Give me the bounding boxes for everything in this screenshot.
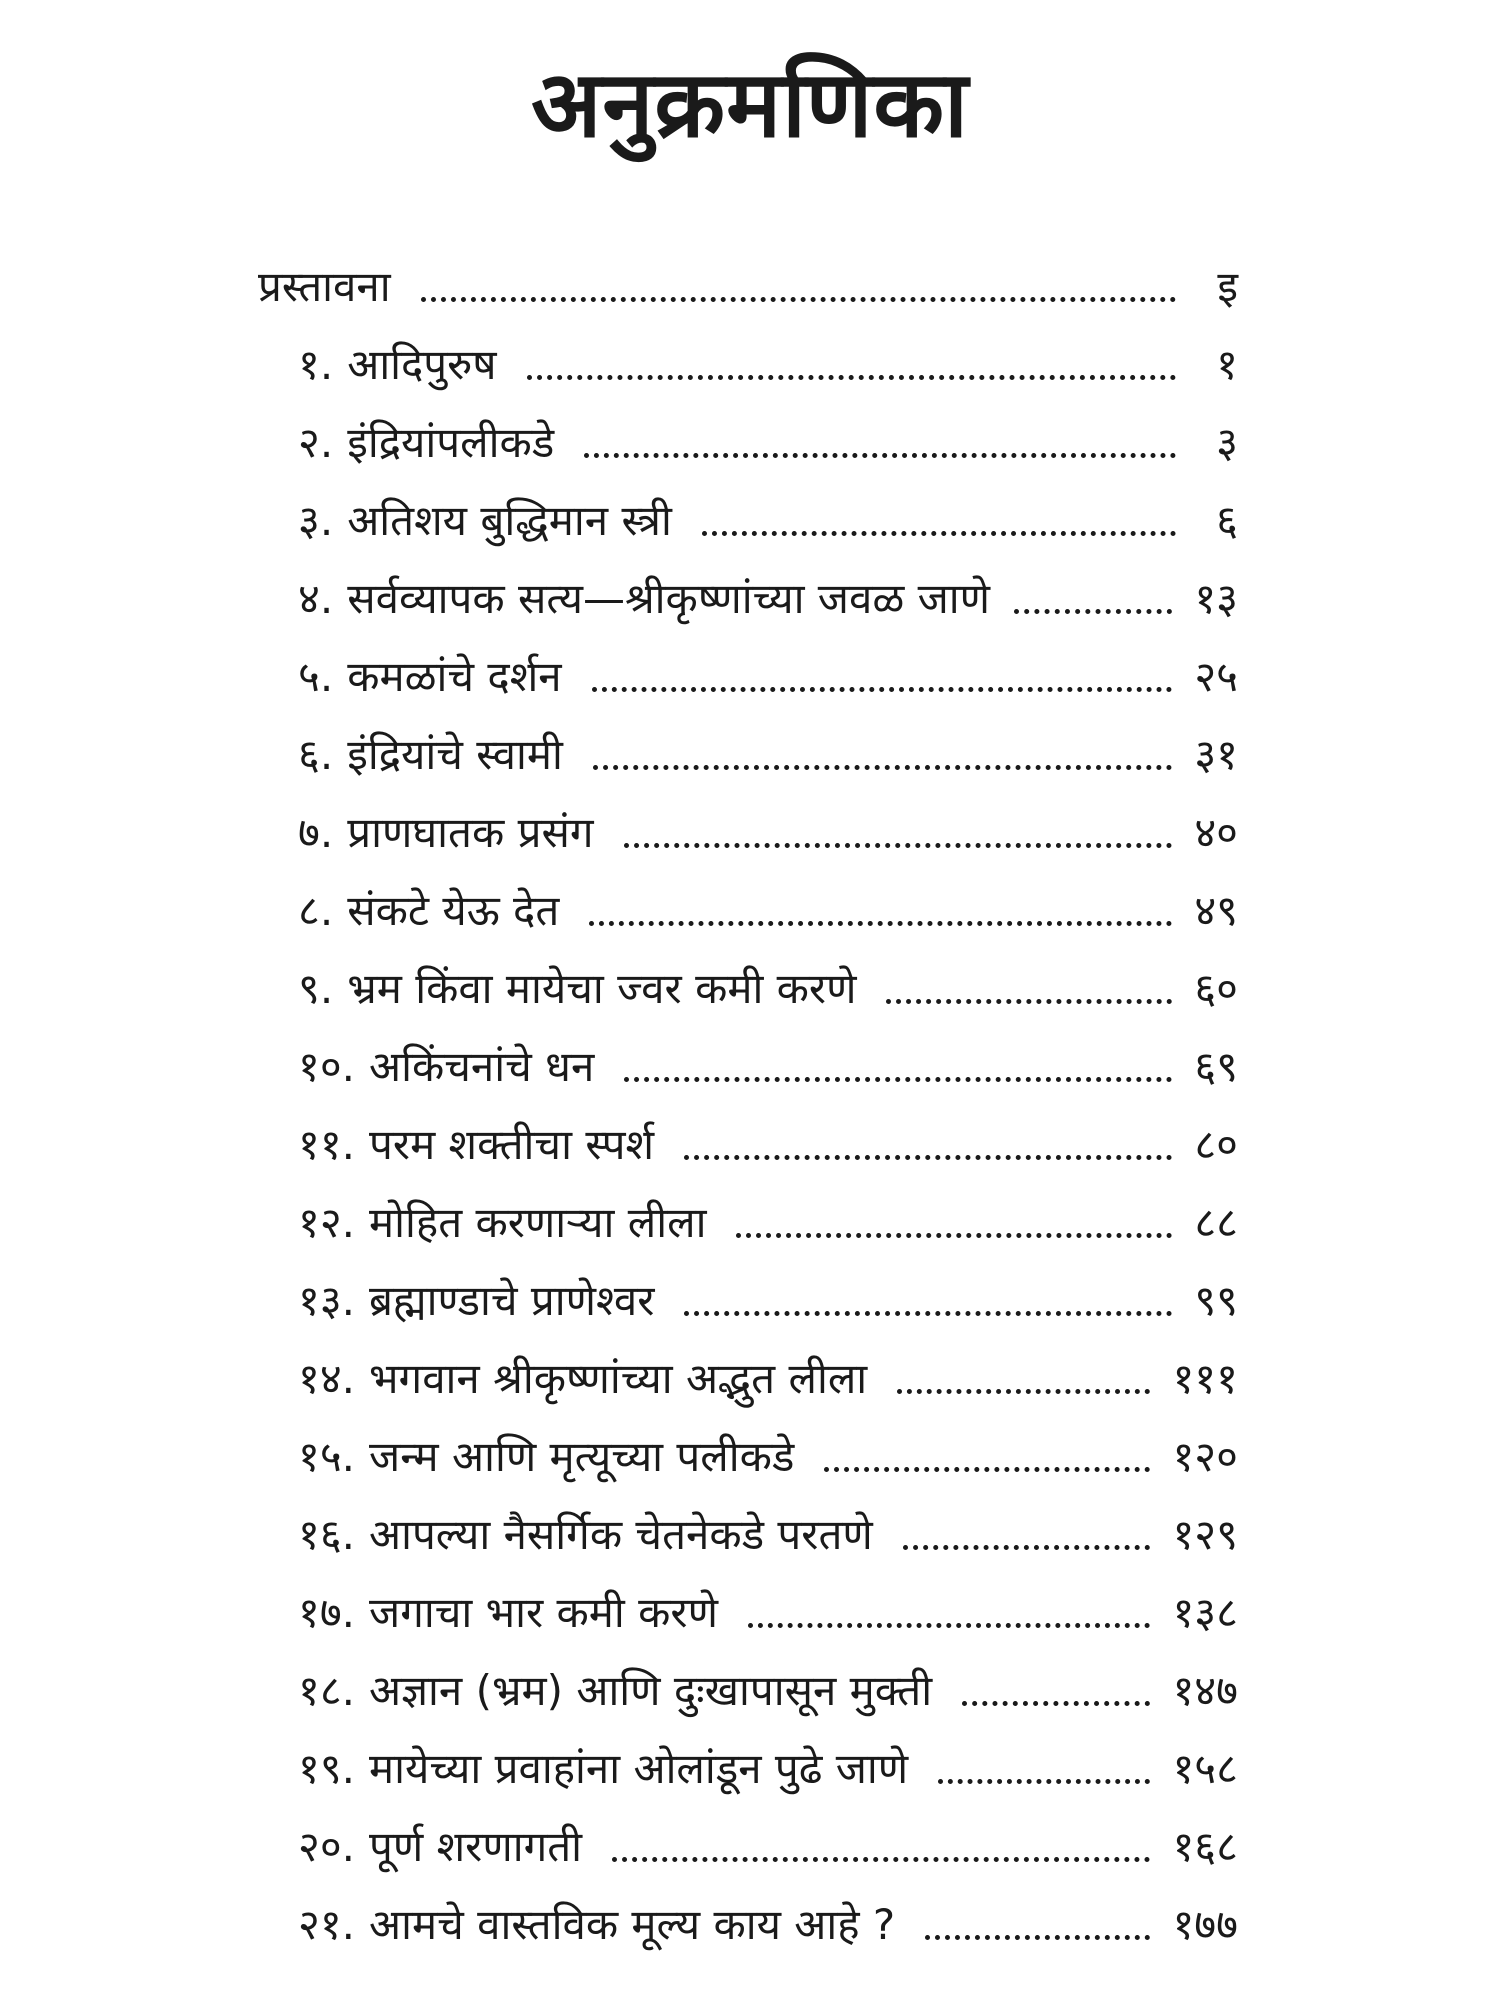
toc-entry [298,1496,1238,1559]
dot-leader [584,453,1176,458]
toc-entry [298,1106,1238,1169]
toc-entry [298,794,1238,857]
toc-entry-label: मायेच्या प्रवाहांना ओलांडून पुढे जाणे [369,1744,909,1793]
toc-entry-number: १६. [298,1510,356,1559]
toc-entry-label: आपल्या नैसर्गिक चेतनेकडे परतणे [369,1510,873,1559]
toc-entry-page: ८० [1194,1120,1238,1169]
toc-entry-label: अकिंचनांचे धन [369,1042,595,1091]
dot-leader [684,1155,1172,1160]
dot-leader [592,687,1173,692]
toc-entry [298,482,1238,545]
dot-leader [421,297,1176,302]
toc-entry [298,716,1238,779]
toc-entry-label: संकटे येऊ देत [347,886,560,935]
toc-entry [298,1652,1238,1715]
toc-entry [298,950,1238,1013]
toc-entry-page: ९९ [1194,1276,1238,1325]
toc-entry [298,1730,1238,1793]
dot-leader [589,921,1172,926]
toc-entry-number: १९. [298,1744,356,1793]
toc-entry-page: १४७ [1172,1666,1238,1715]
dot-leader [702,531,1176,536]
toc-entry-number: १३. [298,1276,356,1325]
toc-entry-label: पूर्ण शरणागती [369,1822,583,1871]
toc-entry-number: ४. [298,574,334,623]
toc-entry-label: प्रस्तावना [258,262,391,311]
toc-entry [298,1340,1238,1403]
toc-entry-page: १२९ [1172,1510,1238,1559]
toc-entry-page: ६९ [1194,1042,1238,1091]
toc-entry [298,404,1238,467]
dot-leader [624,1077,1172,1082]
toc-entry-number: १०. [298,1042,356,1091]
toc-entry-label: अतिशय बुद्धिमान स्त्री [347,496,672,545]
toc-entry-page: ३१ [1194,730,1238,779]
dot-leader [962,1701,1150,1706]
dot-leader [684,1311,1172,1316]
toc-entry-page: १२० [1172,1432,1238,1481]
dot-leader [897,1389,1150,1394]
toc-entry-page: ६० [1194,964,1238,1013]
dot-leader [886,999,1172,1004]
toc-entry [298,1574,1238,1637]
dot-leader [938,1779,1150,1784]
toc-entry-label: जन्म आणि मृत्यूच्या पलीकडे [369,1432,795,1481]
toc-entry-page: ६ [1216,496,1238,545]
toc-entry-number: १२. [298,1198,356,1247]
toc-entry-page: ४९ [1194,886,1238,935]
dot-leader [736,1233,1172,1238]
toc-entry-page: ३ [1216,418,1238,467]
toc-entry-page: १६८ [1172,1822,1238,1871]
toc-entry-label: आमचे वास्तविक मूल्य काय आहे ? [369,1900,896,1949]
toc-entry-number: ६. [298,730,334,779]
dot-leader [925,1935,1150,1940]
toc-entry [298,1262,1238,1325]
toc-entry-number: २१. [298,1900,356,1949]
toc-entry-number: ३. [298,496,334,545]
toc-entry [298,872,1238,935]
toc-entry-label: परम शक्तीचा स्पर्श [369,1120,655,1169]
toc-entry-number: ५. [298,652,334,701]
toc-entry-page: इ [1217,262,1238,311]
toc-entry [298,638,1238,701]
page-title: अनुक्रमणिका [531,51,969,158]
toc-entry [298,1886,1238,1949]
toc-entry-label: ब्रह्माण्डाचे प्राणेश्वर [369,1276,655,1325]
toc-entry-page: ८८ [1194,1198,1238,1247]
toc-entry [298,326,1238,389]
dot-leader [612,1857,1150,1862]
dot-leader [748,1623,1151,1628]
toc-entry-page: ४० [1194,808,1238,857]
toc-entry-number: ११. [298,1120,356,1169]
toc-entry [298,1028,1238,1091]
toc-entry-number: १४. [298,1354,356,1403]
toc-entry-number: १५. [298,1432,356,1481]
toc-entry-label: भगवान श्रीकृष्णांच्या अद्भुत लीला [369,1354,868,1403]
dot-leader [527,375,1176,380]
toc-entry-number: १७. [298,1588,356,1637]
toc-entry-number: ९. [298,964,334,1013]
dot-leader [593,765,1172,770]
toc-entry [298,1418,1238,1481]
toc-entry-page: १३८ [1172,1588,1238,1637]
toc-entry-label: अज्ञान (भ्रम) आणि दुःखापासून मुक्ती [369,1666,933,1715]
toc-entry-number: २. [298,418,334,467]
toc-entry-number: २०. [298,1822,356,1871]
toc-entry-label: इंद्रियांपलीकडे [347,418,555,467]
toc-entry-page: १७७ [1172,1900,1238,1949]
toc-entry-label: प्राणघातक प्रसंग [347,808,594,857]
dot-leader [824,1467,1150,1472]
toc-entry-number: ७. [298,808,334,857]
toc-entry-number: १. [298,340,334,389]
toc-entry-page: १५८ [1172,1744,1238,1793]
toc-entry-label: इंद्रियांचे स्वामी [347,730,563,779]
toc-entry-label: मोहित करणाऱ्या लीला [369,1198,707,1247]
toc-entry [298,560,1238,623]
toc-entry-label: सर्वव्यापक सत्य—श्रीकृष्णांच्या जवळ जाणे [347,574,990,623]
dot-leader [624,843,1173,848]
toc-entry-label: भ्रम किंवा मायेचा ज्वर कमी करणे [347,964,857,1013]
toc-entry-page: १११ [1172,1354,1238,1403]
toc-entry-label: जगाचा भार कमी करणे [369,1588,718,1637]
toc-entry-label: कमळांचे दर्शन [347,652,562,701]
dot-leader [903,1545,1151,1550]
toc-entry-page: १३ [1194,574,1238,623]
toc-entry [298,1184,1238,1247]
toc-entry [298,1808,1238,1871]
toc-entry-preface [258,248,1238,311]
toc-entry-page: १ [1216,340,1238,389]
dot-leader [1014,609,1172,614]
toc-entry-label: आदिपुरुष [347,340,497,389]
toc-entry-number: १८. [298,1666,356,1715]
toc-entry-number: ८. [298,886,334,935]
toc-entry-page: २५ [1194,652,1238,701]
